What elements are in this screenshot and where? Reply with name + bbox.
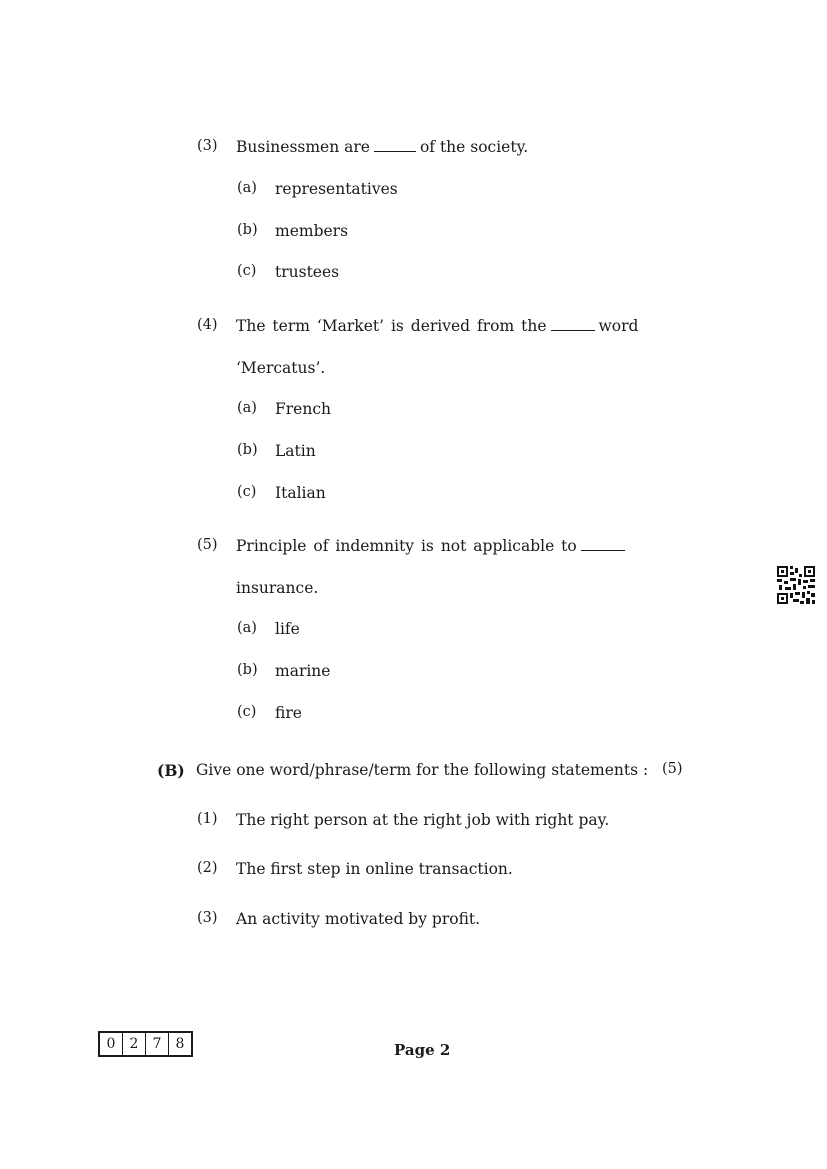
q3-option-b-label: (b) bbox=[237, 222, 258, 238]
q4-line2: ‘Mercatus’. bbox=[236, 359, 326, 377]
b1-number: (1) bbox=[197, 811, 218, 827]
q3-text-before: Businessmen are bbox=[236, 138, 370, 156]
q3-text-after: of the society. bbox=[419, 138, 529, 156]
b3-text: An activity motivated by profit. bbox=[236, 910, 481, 928]
q3-option-b-text: members bbox=[275, 222, 349, 240]
q4-option-a-label: (a) bbox=[237, 400, 257, 416]
q5-line2: insurance. bbox=[236, 579, 319, 597]
q5-option-c-label: (c) bbox=[237, 704, 257, 720]
q4-blank bbox=[551, 329, 595, 331]
q3-blank bbox=[374, 150, 416, 152]
q5-option-a-text: life bbox=[275, 620, 300, 638]
q4-option-c-text: Italian bbox=[275, 484, 326, 502]
section-b-marks: (5) bbox=[662, 761, 683, 777]
q3-option-c-text: trustees bbox=[275, 263, 340, 281]
q5-option-b-label: (b) bbox=[237, 662, 258, 678]
b2-number: (2) bbox=[197, 860, 218, 876]
paper-code-box bbox=[98, 1031, 193, 1057]
q5-option-a-label: (a) bbox=[237, 620, 257, 636]
q5-line1 bbox=[236, 537, 629, 555]
section-b-instruction: Give one word/phrase/term for the following statements : bbox=[196, 761, 649, 779]
q4-number: (4) bbox=[197, 317, 218, 333]
q5-line1-text: Principle of indemnity is not applicable to bbox=[236, 537, 577, 555]
b2-text: The first step in online transaction. bbox=[236, 860, 513, 878]
q5-option-b-text: marine bbox=[275, 662, 331, 680]
q4-option-a-text: French bbox=[275, 400, 331, 418]
code-digit: 8 bbox=[168, 1033, 191, 1055]
q3-option-c-label: (c) bbox=[237, 263, 257, 279]
b1-text: The right person at the right job with right pay. bbox=[236, 811, 610, 829]
q3-number: (3) bbox=[197, 138, 218, 154]
q3-option-a-label: (a) bbox=[237, 180, 257, 196]
page-number: Page 2 bbox=[394, 1041, 451, 1059]
q4-option-c-label: (c) bbox=[237, 484, 257, 500]
q3-text bbox=[236, 138, 528, 156]
qr-code-icon bbox=[776, 565, 816, 605]
code-digit: 2 bbox=[122, 1033, 145, 1055]
q4-line1-after: word bbox=[598, 317, 639, 335]
q4-option-b-text: Latin bbox=[275, 442, 316, 460]
section-b-label: (B) bbox=[157, 761, 185, 780]
b3-number: (3) bbox=[197, 910, 218, 926]
q3-option-a-text: representatives bbox=[275, 180, 398, 198]
q5-number: (5) bbox=[197, 537, 218, 553]
q4-line1-before: The term ‘Market’ is derived from the bbox=[236, 317, 547, 335]
q5-blank bbox=[581, 549, 625, 551]
q5-option-c-text: fire bbox=[275, 704, 302, 722]
code-digit: 7 bbox=[145, 1033, 168, 1055]
q4-line1 bbox=[236, 317, 638, 335]
code-digit: 0 bbox=[106, 1036, 116, 1052]
q4-option-b-label: (b) bbox=[237, 442, 258, 458]
